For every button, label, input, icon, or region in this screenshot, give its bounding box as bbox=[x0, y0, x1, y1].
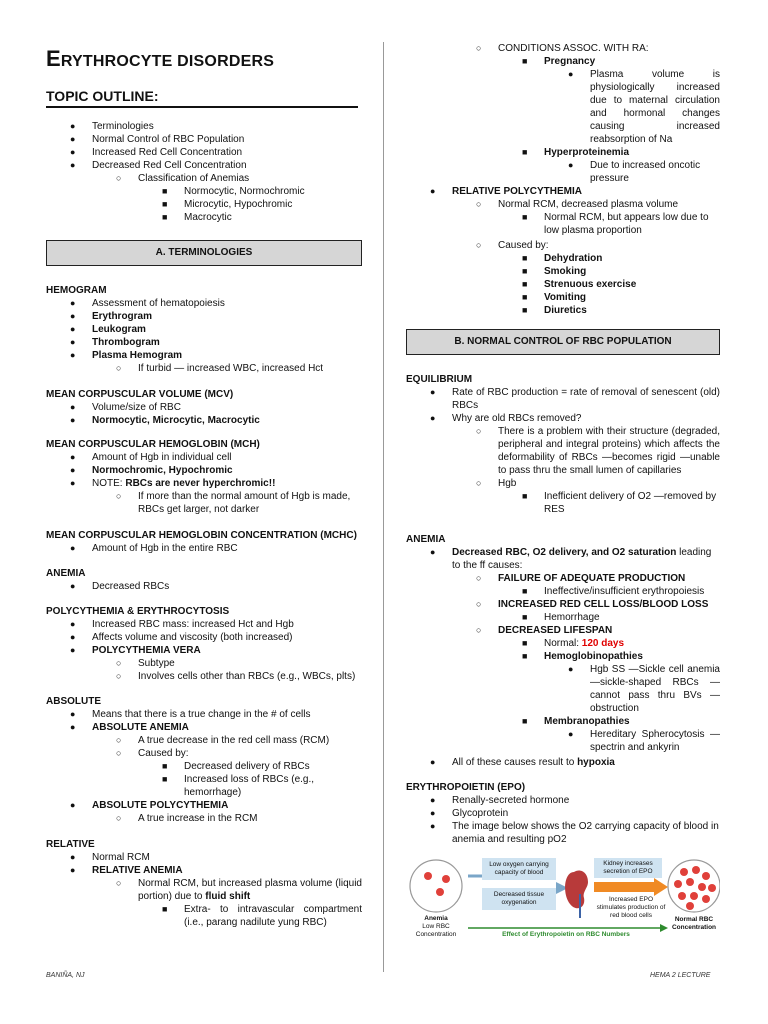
list-item: ○ Classification of Anemias bbox=[116, 173, 250, 184]
list-item: ○ INCREASED RED CELL LOSS/BLOOD LOSS bbox=[476, 599, 709, 610]
list-item: ● Rate of RBC production = rate of removal of senescent (old) RBCs bbox=[430, 387, 720, 411]
equilibrium-heading: EQUILIBRIUM bbox=[406, 374, 473, 385]
footer-author: BANIÑA, NJ bbox=[46, 972, 85, 979]
list-item: ■ Normal: 120 days bbox=[522, 638, 625, 649]
list-item: ● Volume/size of RBC bbox=[70, 402, 181, 413]
mcv-list bbox=[46, 401, 362, 427]
rbc-cell bbox=[702, 895, 710, 903]
list-item: ■ Smoking bbox=[522, 266, 587, 277]
rbc-cell bbox=[680, 868, 688, 876]
section-b-header: B. NORMAL CONTROL OF RBC POPULATION bbox=[406, 329, 720, 355]
absolute-list bbox=[46, 708, 362, 825]
mchc-heading: MEAN CORPUSCULAR HEMOGLOBIN CONCENTRATION (MCHC) bbox=[46, 530, 357, 541]
anemia-list bbox=[46, 580, 362, 593]
anemia-b-heading: ANEMIA bbox=[406, 534, 446, 545]
mchc-list bbox=[46, 542, 362, 555]
list-item: ○ CONDITIONS ASSOC. WITH RA: bbox=[476, 43, 649, 54]
rbc-cell bbox=[702, 872, 710, 880]
list-item: ○ There is a problem with their structure (degraded, peripheral and integral proteins) which affects the deformability of RBCs —becomes rigid —unable to pass thru the small lumen of capillaries bbox=[476, 426, 720, 476]
title-rule bbox=[46, 106, 358, 108]
list-item: ○ If more than the normal amount of Hgb is made, RBCs get larger, not darker bbox=[116, 491, 351, 515]
list-item: ● Increased RBC mass: increased Hct and Hgb bbox=[70, 619, 294, 630]
normal-lifespan-value: 120 days bbox=[581, 638, 625, 649]
rbc-cell bbox=[698, 883, 706, 891]
mch-list bbox=[46, 451, 362, 516]
normal-label: Normal RBC bbox=[674, 916, 714, 923]
epo-list bbox=[406, 794, 720, 846]
hemogram-list bbox=[46, 297, 362, 375]
anemia-causes-list bbox=[406, 546, 720, 769]
anemia-label: Anemia bbox=[424, 915, 448, 922]
list-item: ○ Hgb bbox=[476, 478, 517, 489]
list-item: ● Normochromic, Hypochromic bbox=[70, 465, 233, 476]
list-item: ■ Ineffective/insufficient erythropoiesis bbox=[522, 586, 705, 597]
hemogram-heading: HEMOGRAM bbox=[46, 285, 107, 296]
list-item: ● Normal RCM bbox=[70, 852, 150, 863]
list-item: ● RELATIVE ANEMIA bbox=[70, 865, 183, 876]
list-item: ■ Inefficient delivery of O2 —removed by RES bbox=[522, 491, 717, 515]
list-item: ● Decreased RBC, O2 delivery, and O2 saturation leading to the ff causes: bbox=[430, 547, 712, 571]
rbc-cell bbox=[436, 888, 444, 896]
epo-arrow bbox=[594, 882, 654, 892]
list-item: ● Decreased Red Cell Concentration bbox=[70, 160, 247, 171]
list-item: ■ Normocytic, Normochromic bbox=[162, 186, 305, 197]
kidney-icon bbox=[565, 870, 588, 908]
epo-arrow-head bbox=[654, 878, 668, 896]
list-item: ○ A true increase in the RCM bbox=[116, 813, 258, 824]
left-column bbox=[46, 42, 362, 929]
column-divider bbox=[383, 42, 384, 972]
list-item: ● Assessment of hematopoiesis bbox=[70, 298, 225, 309]
list-item: ● Increased Red Cell Concentration bbox=[70, 147, 243, 158]
list-item: ■ Strenuous exercise bbox=[522, 279, 637, 290]
low-o2-text: Low oxygen carrying capacity of blood bbox=[489, 861, 549, 876]
rbc-cell bbox=[678, 892, 686, 900]
list-item: ● Normocytic, Microcytic, Macrocytic bbox=[70, 415, 260, 426]
rbc-cell bbox=[424, 872, 432, 880]
list-item: ■ Pregnancy bbox=[522, 56, 596, 67]
rbc-cell bbox=[690, 892, 698, 900]
rbc-cell bbox=[708, 884, 716, 892]
list-item: ■ Hemoglobinopathies bbox=[522, 651, 643, 662]
list-item: ● Why are old RBCs removed? bbox=[430, 413, 582, 424]
rbc-cell bbox=[686, 878, 694, 886]
list-item: ● Affects volume and viscosity (both increased) bbox=[70, 632, 293, 643]
list-item: ○ Subtype bbox=[116, 658, 175, 669]
list-item: ■ Microcytic, Hypochromic bbox=[162, 199, 293, 210]
list-item: ○ Normal RCM, decreased plasma volume bbox=[476, 199, 679, 210]
polycythemia-list bbox=[46, 618, 362, 683]
list-item: ○ Caused by: bbox=[116, 748, 189, 759]
list-item: ● ABSOLUTE POLYCYTHEMIA bbox=[70, 800, 229, 811]
list-item: ■ Hyperproteinemia bbox=[522, 147, 630, 158]
epo-heading: ERYTHROPOIETIN (EPO) bbox=[406, 782, 526, 793]
list-item: ■ Extra- to intravascular compartment (i.e., parang nadilute yung RBC) bbox=[162, 904, 362, 928]
topic-outline-list bbox=[46, 120, 362, 224]
right-column bbox=[406, 42, 720, 954]
section-a-header: A. TERMINOLOGIES bbox=[46, 240, 362, 266]
list-item: ■ Membranopathies bbox=[522, 716, 630, 727]
footer-course: HEMA 2 LECTURE bbox=[650, 972, 711, 979]
relative-heading: RELATIVE bbox=[46, 839, 95, 850]
absolute-heading: ABSOLUTE bbox=[46, 696, 101, 707]
list-item: ● Means that there is a true change in the # of cells bbox=[70, 709, 311, 720]
list-item: ● Thrombogram bbox=[70, 337, 160, 348]
page-title: ERYTHROCYTE DISORDERS bbox=[46, 46, 275, 71]
mcv-heading: MEAN CORPUSCULAR VOLUME (MCV) bbox=[46, 389, 234, 400]
list-item: ● Plasma volume is physiologically increased due to maternal circulation and hormonal changes causing increased reabsorption of Na bbox=[568, 69, 720, 145]
list-item: ● Glycoprotein bbox=[430, 808, 509, 819]
list-item: ● Amount of Hgb in the entire RBC bbox=[70, 543, 238, 554]
effect-arrow-head bbox=[660, 924, 668, 932]
list-item: ○ Caused by: bbox=[476, 240, 549, 251]
effect-label: Effect of Erythropoietin on RBC Numbers bbox=[502, 931, 630, 938]
increased-epo-text: Increased EPO stimulates production of red blood cells bbox=[596, 896, 666, 919]
list-item: ■ Hemorrhage bbox=[522, 612, 600, 623]
list-item: ● Decreased RBCs bbox=[70, 581, 170, 592]
list-item: ■ Diuretics bbox=[522, 305, 587, 316]
list-item: ● Hereditary Spherocytosis —spectrin and ankyrin bbox=[568, 729, 720, 753]
list-item: ● ABSOLUTE ANEMIA bbox=[70, 722, 189, 733]
topic-outline-title: TOPIC OUTLINE: bbox=[46, 88, 159, 104]
list-item: ● Plasma Hemogram bbox=[70, 350, 183, 361]
list-item: ● POLYCYTHEMIA VERA bbox=[70, 645, 201, 656]
rbc-cell bbox=[686, 902, 694, 910]
list-item: ○ Normal RCM, but increased plasma volume (liquid portion) due to fluid shift bbox=[116, 878, 362, 902]
list-item: ● Amount of Hgb in individual cell bbox=[70, 452, 232, 463]
list-item: ● The image below shows the O2 carrying capacity of blood in anemia and resulting pO2 bbox=[430, 821, 719, 845]
epo-diagram bbox=[406, 854, 720, 954]
list-item: ● Terminologies bbox=[70, 121, 154, 132]
list-item: ● Leukogram bbox=[70, 324, 146, 335]
rbc-cell bbox=[674, 880, 682, 888]
list-item: ● Due to increased oncotic pressure bbox=[568, 160, 701, 184]
relative-list bbox=[46, 851, 362, 929]
list-item: ■ Vomiting bbox=[522, 292, 587, 303]
list-item: ○ DECREASED LIFESPAN bbox=[476, 625, 613, 636]
anemia-heading: ANEMIA bbox=[46, 568, 86, 579]
list-item: ● RELATIVE POLYCYTHEMIA bbox=[430, 186, 583, 197]
list-item: ● Hgb SS —Sickle cell anemia —sickle-shaped RBCs —cannot pass thru BVs —obstruction bbox=[568, 664, 720, 714]
list-item: ■ Increased loss of RBCs (e.g., hemorrhage) bbox=[162, 774, 315, 798]
anemia-circle bbox=[410, 860, 462, 912]
polycythemia-heading: POLYCYTHEMIA & ERYTHROCYTOSIS bbox=[46, 606, 230, 617]
list-item: ○ If turbid — increased WBC, increased Hct bbox=[116, 363, 324, 374]
anemia-sub1: Low RBC bbox=[422, 923, 450, 930]
decreased-tissue-text: Decreased tissue oxygenation bbox=[493, 891, 545, 906]
list-item: ■ Decreased delivery of RBCs bbox=[162, 761, 310, 772]
list-item: ○ A true decrease in the red cell mass (RCM) bbox=[116, 735, 330, 746]
list-item: ● NOTE: RBCs are never hyperchromic!! bbox=[70, 478, 276, 489]
list-item: ○ Involves cells other than RBCs (e.g., WBCs, plts) bbox=[116, 671, 356, 682]
list-item: ● All of these causes result to hypoxia bbox=[430, 757, 615, 768]
normal-sub: Concentration bbox=[671, 924, 717, 931]
ra-conditions-list bbox=[406, 42, 720, 317]
rbc-cell bbox=[442, 875, 450, 883]
mch-heading: MEAN CORPUSCULAR HEMOGLOBIN (MCH) bbox=[46, 439, 260, 450]
kidney-text: Kidney increases secretion of EPO bbox=[603, 860, 653, 875]
list-item: ■ Normal RCM, but appears low due to low plasma proportion bbox=[522, 212, 709, 236]
list-item: ● Normal Control of RBC Population bbox=[70, 134, 245, 145]
epo-figure bbox=[406, 854, 720, 954]
list-item: ■ Dehydration bbox=[522, 253, 603, 264]
list-item: ■ Macrocytic bbox=[162, 212, 232, 223]
rbc-cell bbox=[692, 866, 700, 874]
list-item: ● Erythrogram bbox=[70, 311, 153, 322]
list-item: ● Renally-secreted hormone bbox=[430, 795, 570, 806]
anemia-sub2: Concentration bbox=[415, 931, 457, 938]
equilibrium-list bbox=[406, 386, 720, 516]
list-item: ○ FAILURE OF ADEQUATE PRODUCTION bbox=[476, 573, 686, 584]
